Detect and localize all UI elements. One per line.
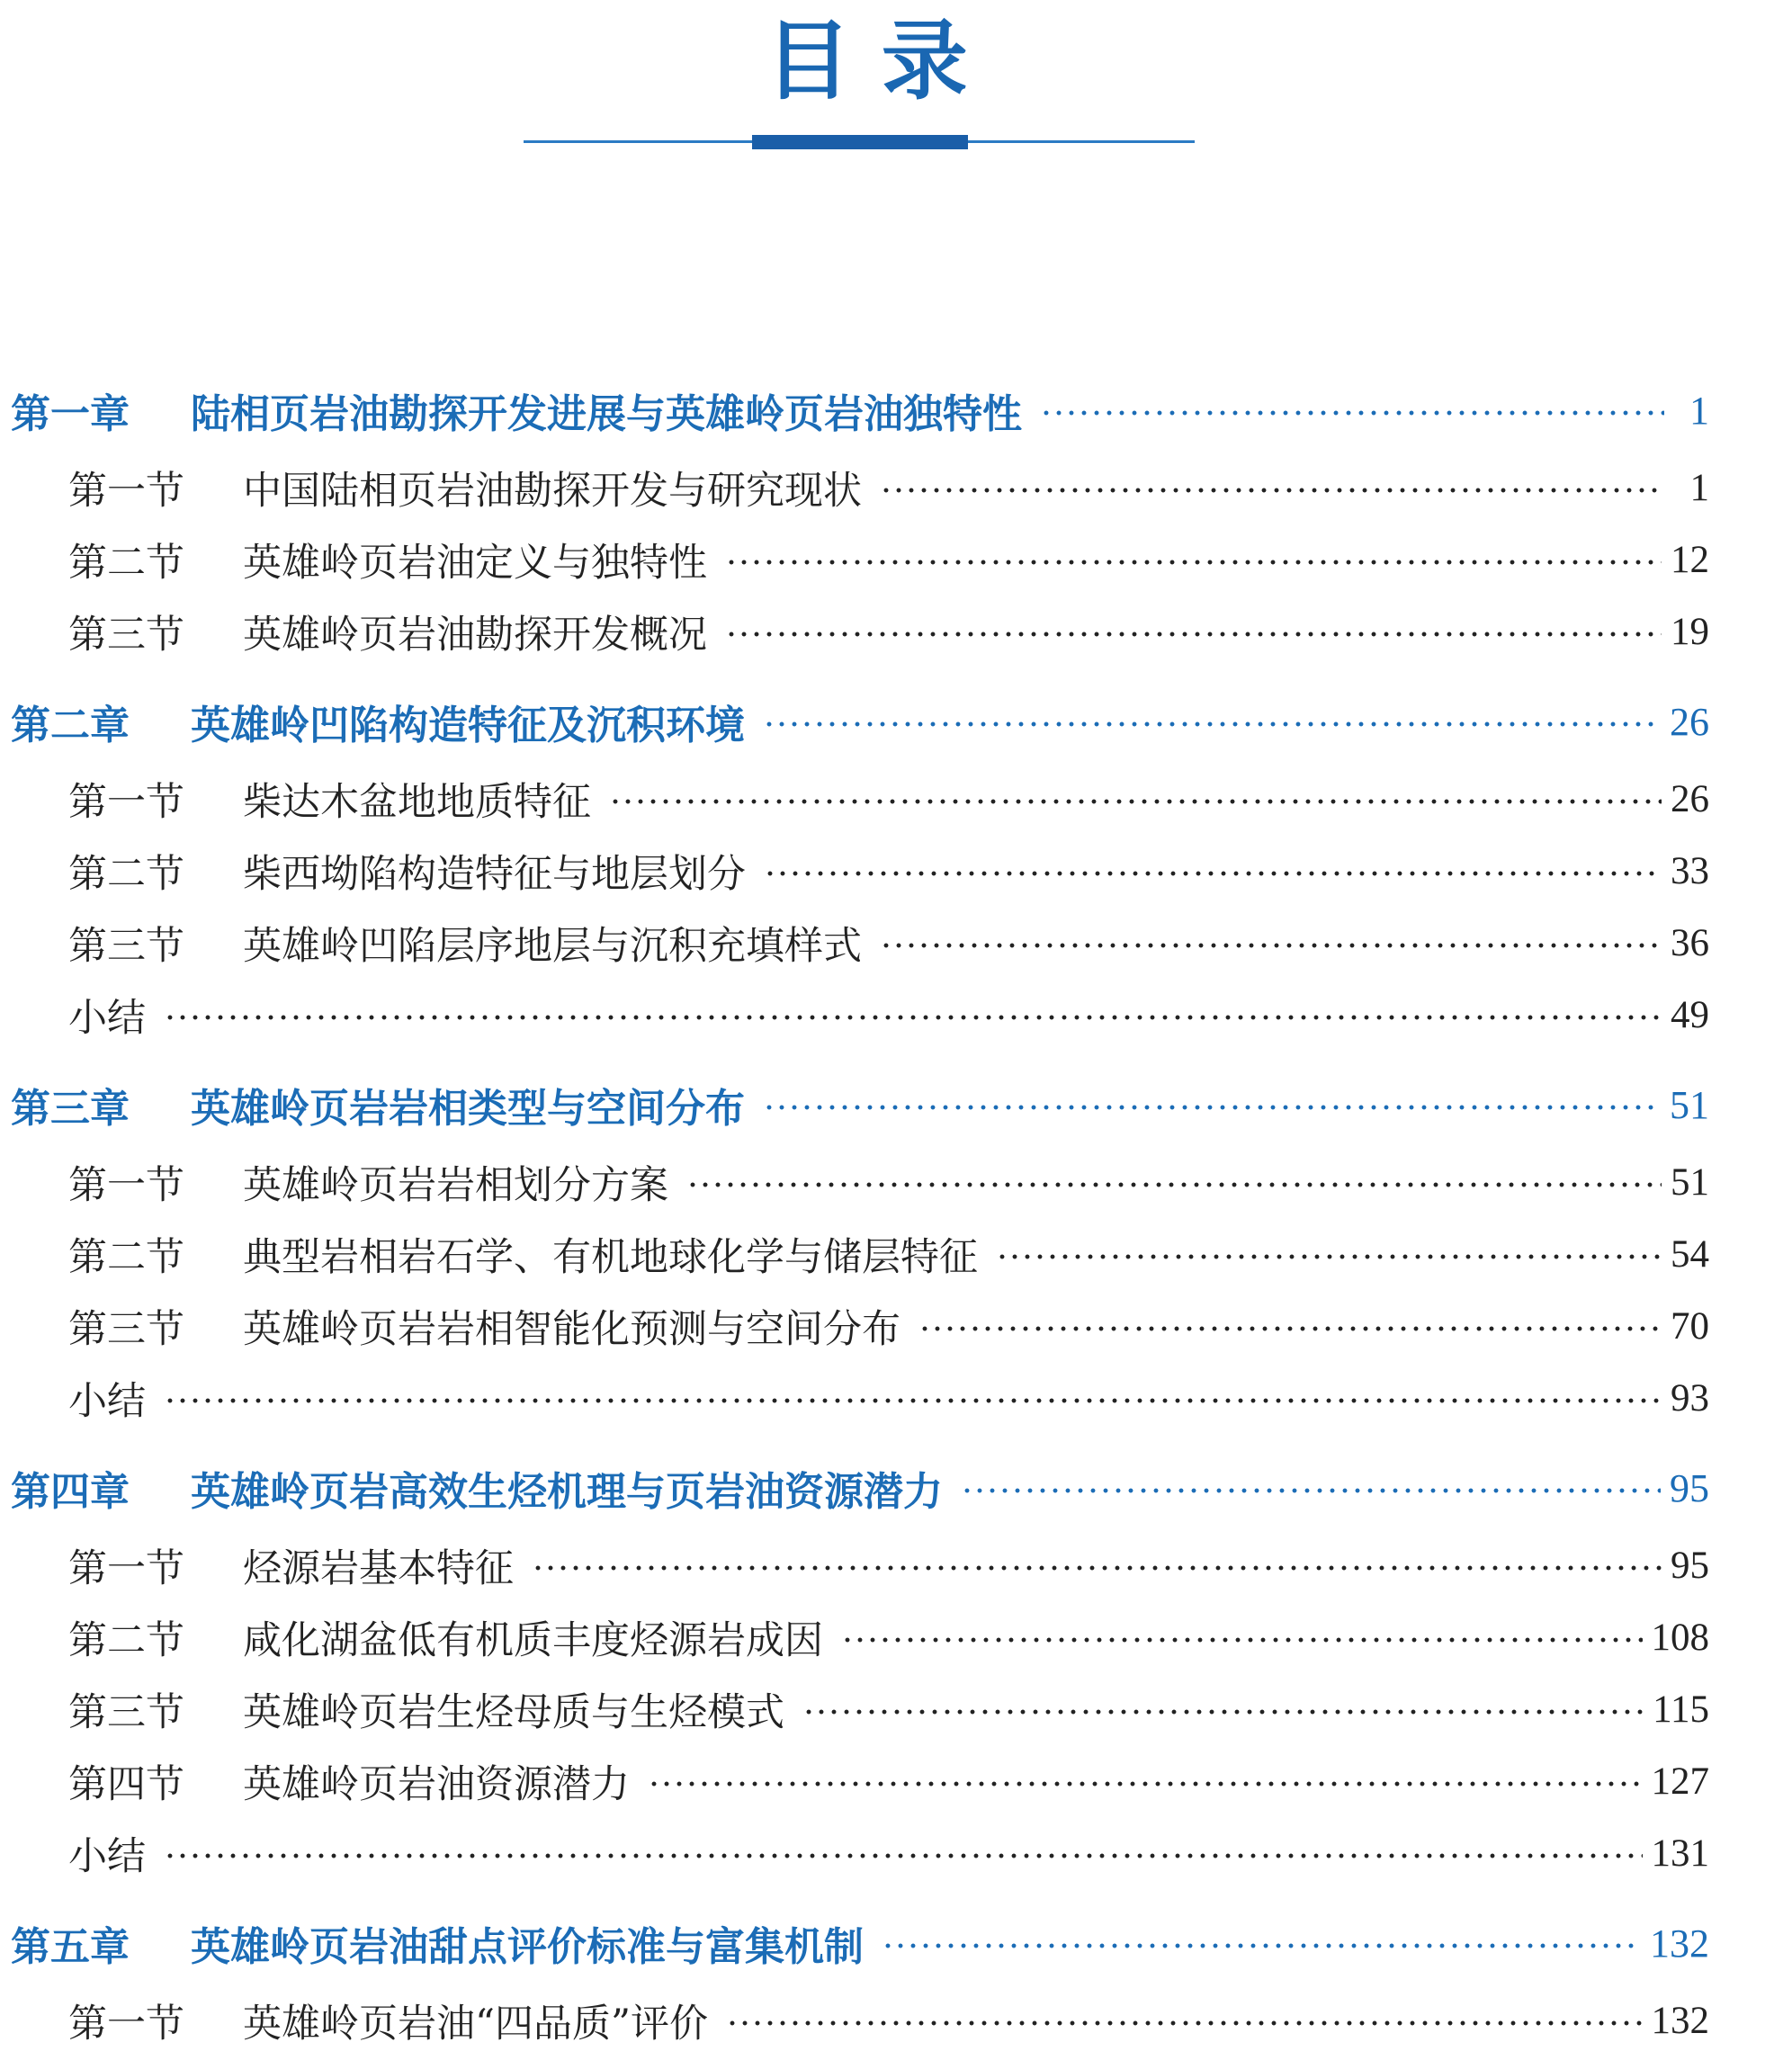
toc-entry-label: 第一节 [68,468,184,514]
toc-section-entry[interactable] [0,1290,1709,1362]
toc-entry-title: 英雄岭页岩高效生烃机理与页岩油资源潜力 [191,1469,943,1515]
toc-entry-label: 第三节 [68,1306,184,1352]
toc-entry-label: 第一节 [68,1545,184,1591]
toc-entry-title: 英雄岭页岩岩相划分方案 [243,1162,668,1208]
table-of-contents [0,369,1709,2056]
toc-entry-label: 第一节 [68,779,184,825]
dot-leader [164,1398,1662,1403]
toc-section-entry[interactable] [0,1218,1709,1290]
toc-entry-title: 英雄岭页岩油勘探开发概况 [243,612,707,658]
toc-entry-title: 柴达木盆地地质特征 [243,779,591,825]
toc-entry-title: 英雄岭凹陷层序地层与沉积充填样式 [243,923,862,969]
dot-leader [802,1709,1644,1715]
toc-entry-title: 烃源岩基本特征 [243,1545,514,1591]
toc-section-entry[interactable] [0,835,1709,907]
toc-section-entry[interactable] [0,1984,1709,2056]
toc-summary-entry[interactable] [0,979,1709,1051]
toc-section-entry[interactable] [0,1146,1709,1218]
dot-leader [726,2020,1643,2026]
toc-page-number: 95 [1670,1465,1709,1510]
toc-page-number: 132 [1651,1999,1709,2042]
toc-entry-label: 小结 [68,1833,146,1879]
toc-entry-title: 英雄岭凹陷构造特征及沉积环境 [191,703,745,748]
toc-entry-label: 第二节 [68,1617,184,1663]
toc-section-entry[interactable] [0,596,1709,667]
dot-leader [648,1781,1643,1787]
toc-entry-label: 小结 [68,995,146,1041]
toc-section-entry[interactable] [0,1673,1709,1745]
toc-entry-title: 英雄岭页岩岩相类型与空间分布 [191,1086,745,1132]
dot-leader [763,721,1661,727]
dot-leader [164,1015,1662,1020]
toc-page-number: 36 [1671,921,1709,964]
toc-entry-label: 第一章 [11,391,130,437]
toc-page-number: 127 [1651,1760,1709,1803]
dot-leader [764,871,1662,876]
toc-entry-label: 第三节 [68,612,184,658]
toc-page-number: 1 [1689,388,1709,433]
toc-entry-title: 陆相页岩油勘探开发进展与英雄岭页岩油独特性 [191,391,1022,437]
toc-page-number: 54 [1671,1232,1709,1276]
toc-page-number: 115 [1653,1688,1709,1731]
toc-entry-label: 第三节 [68,1689,184,1735]
toc-entry-title: 英雄岭页岩油“四品质”评价 [243,2001,708,2047]
toc-page-number: 12 [1671,538,1709,581]
toc-section-entry[interactable] [0,1601,1709,1673]
dot-leader [961,1488,1661,1493]
toc-section-entry[interactable] [0,763,1709,835]
toc-chapter-entry[interactable] [0,369,1709,452]
toc-entry-title: 咸化湖盆低有机质丰度烃源岩成因 [243,1617,823,1663]
page-title: 目 录 [765,11,968,112]
toc-entry-title: 典型岩相岩石学、有机地球化学与储层特征 [243,1234,978,1280]
toc-section-entry[interactable] [0,452,1709,524]
toc-entry-title: 英雄岭页岩岩相智能化预测与空间分布 [243,1306,900,1352]
dot-leader [725,631,1662,637]
toc-entry-label: 小结 [68,1378,146,1424]
dot-leader [532,1565,1662,1571]
toc-entry-label: 第二节 [68,1234,184,1280]
dot-leader [918,1326,1662,1331]
toc-page-number: 51 [1671,1160,1709,1204]
toc-entry-title: 英雄岭页岩油定义与独特性 [243,540,707,586]
toc-section-entry[interactable] [0,1529,1709,1601]
toc-entry-title: 中国陆相页岩油勘探开发与研究现状 [243,468,862,514]
toc-page-number: 132 [1650,1921,1709,1966]
toc-entry-title: 柴西坳陷构造特征与地层划分 [243,851,746,897]
toc-chapter-entry[interactable] [0,1063,1709,1146]
dot-leader [763,1105,1661,1110]
toc-page-number: 33 [1671,849,1709,892]
dot-leader [725,560,1662,565]
toc-page-number: 26 [1671,777,1709,820]
dot-leader [996,1254,1662,1259]
toc-entry-label: 第二章 [11,703,130,748]
toc-page-number: 95 [1671,1544,1709,1587]
dot-leader [841,1637,1643,1643]
dot-leader [882,1943,1641,1948]
toc-entry-title: 英雄岭页岩生烃母质与生烃模式 [243,1689,784,1735]
dot-leader [609,799,1662,804]
toc-entry-title: 英雄岭页岩油资源潜力 [243,1761,630,1807]
toc-section-entry[interactable] [0,524,1709,596]
toc-chapter-entry[interactable] [0,1447,1709,1529]
toc-entry-label: 第四章 [11,1469,130,1515]
toc-entry-label: 第五章 [11,1924,130,1970]
toc-page-number: 93 [1671,1376,1709,1420]
toc-entry-title: 英雄岭页岩油甜点评价标准与富集机制 [191,1924,864,1970]
dot-leader [880,488,1664,493]
toc-entry-label: 第四节 [68,1761,184,1807]
toc-section-entry[interactable] [0,907,1709,979]
dot-leader [1040,410,1664,416]
toc-page-number: 108 [1651,1616,1709,1659]
toc-page-number: 131 [1651,1832,1709,1875]
toc-entry-label: 第二节 [68,851,184,897]
toc-entry-label: 第一节 [68,1162,184,1208]
toc-chapter-entry[interactable] [0,680,1709,763]
toc-entry-label: 第一节 [68,2001,184,2047]
title-underline-accent [752,135,968,149]
toc-page-number: 51 [1670,1082,1709,1127]
toc-page-number: 1 [1689,466,1709,509]
dot-leader [164,1853,1643,1859]
toc-page-number: 19 [1671,610,1709,653]
toc-entry-label: 第三节 [68,923,184,969]
toc-section-entry[interactable] [0,1745,1709,1817]
toc-page-number: 26 [1670,699,1709,744]
toc-summary-entry[interactable] [0,1817,1709,1889]
toc-entry-label: 第三章 [11,1086,130,1132]
toc-chapter-entry[interactable] [0,1902,1709,1984]
dot-leader [880,943,1662,948]
toc-entry-label: 第二节 [68,540,184,586]
toc-page-number: 70 [1671,1304,1709,1348]
toc-page-number: 49 [1671,993,1709,1036]
dot-leader [686,1182,1662,1187]
toc-summary-entry[interactable] [0,1362,1709,1434]
